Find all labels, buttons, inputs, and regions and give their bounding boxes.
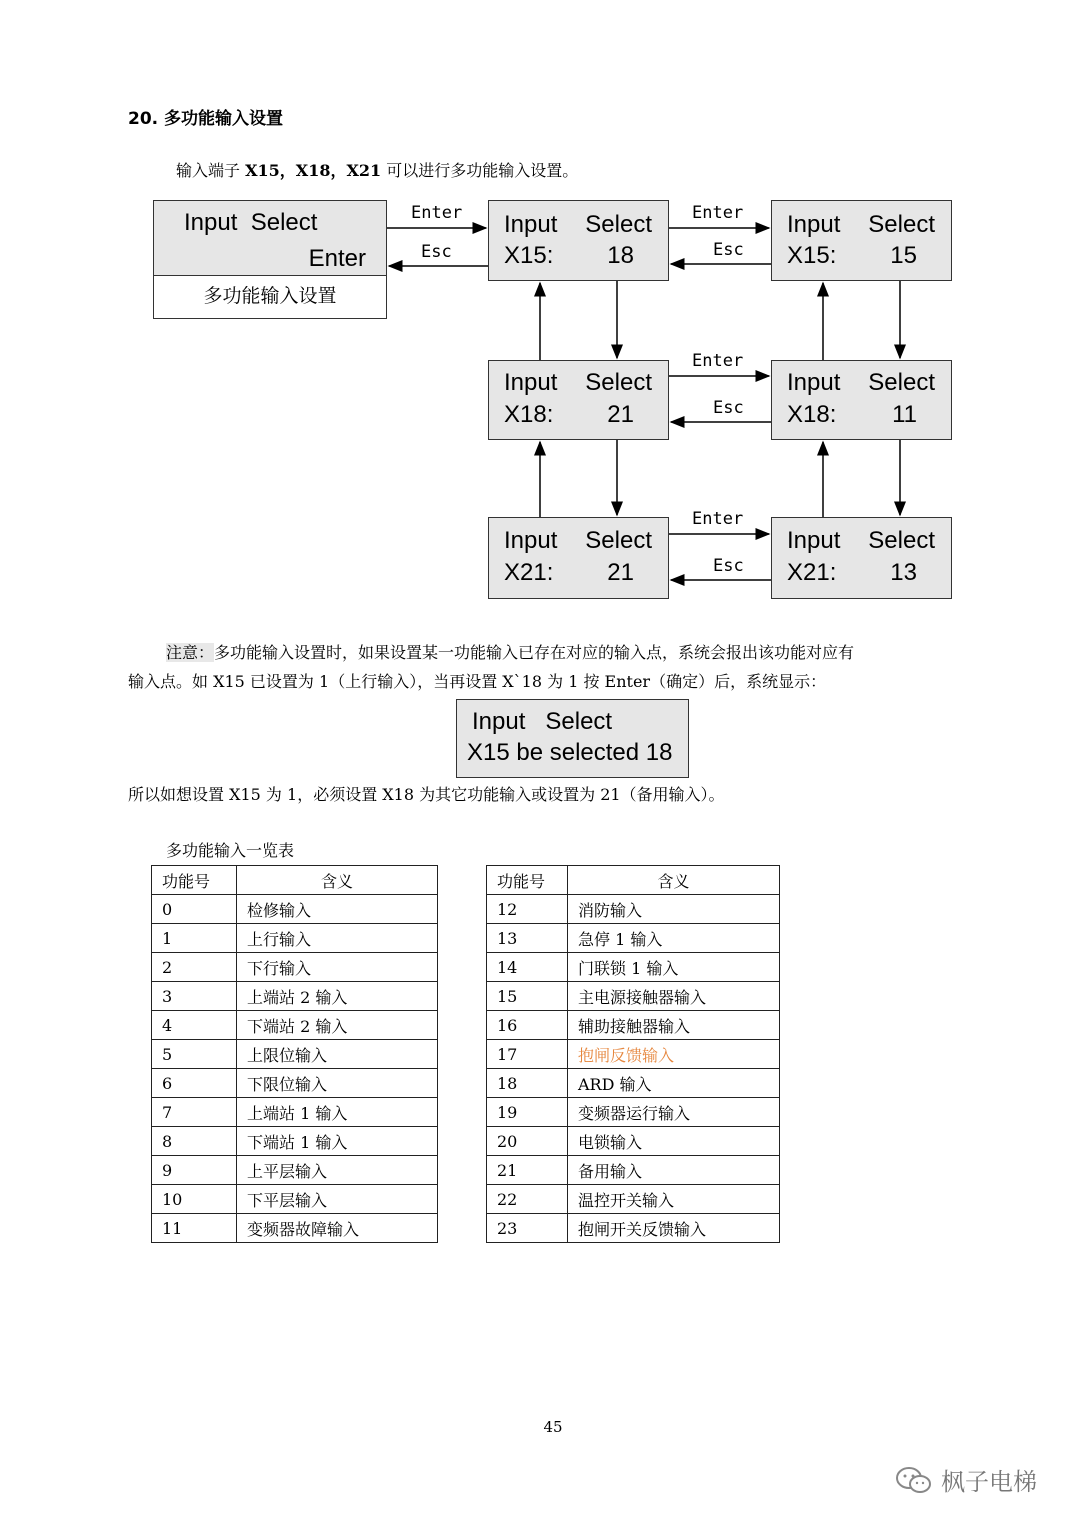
lcd-text: X15: — [787, 242, 837, 269]
function-number: 19 — [487, 1098, 568, 1127]
lcd-value: 18 — [607, 242, 634, 269]
lcd-value: 13 — [890, 559, 917, 586]
lcd-text: Select — [585, 527, 652, 554]
function-number: 16 — [487, 1011, 568, 1040]
table-row — [487, 924, 780, 953]
function-number: 20 — [487, 1127, 568, 1156]
table-title: 多功能输入一览表 — [166, 841, 295, 860]
function-number: 8 — [152, 1127, 237, 1156]
function-number: 7 — [152, 1098, 237, 1127]
function-number: 21 — [487, 1156, 568, 1185]
table-row — [152, 1156, 438, 1185]
table-row — [487, 1185, 780, 1214]
table-row — [487, 895, 780, 924]
function-meaning: 上端站 1 输入 — [237, 1098, 438, 1127]
function-meaning: ARD 输入 — [568, 1069, 780, 1098]
function-meaning: 急停 1 输入 — [568, 924, 780, 953]
function-meaning: 辅助接触器输入 — [568, 1011, 780, 1040]
watermark-text: 枫子电梯 — [941, 1468, 1037, 1496]
lcd-text: Select — [585, 369, 652, 396]
function-meaning: 门联锁 1 输入 — [568, 953, 780, 982]
section-heading: 20. 多功能输入设置 — [128, 109, 284, 129]
function-number: 23 — [487, 1214, 568, 1243]
table-row — [152, 1069, 438, 1098]
lcd-text: Input — [787, 369, 841, 396]
lcd-text: Input — [504, 527, 558, 554]
note-text1: 多功能输入设置时，如果设置某一功能输入已存在对应的输入点，系统会报出该功能对应有 — [214, 643, 855, 662]
function-number: 11 — [152, 1214, 237, 1243]
page-number: 45 — [543, 1418, 563, 1436]
function-number: 2 — [152, 953, 237, 982]
enter-label: Enter — [692, 203, 744, 223]
function-number: 18 — [487, 1069, 568, 1098]
enter-label: Enter — [692, 351, 744, 371]
wechat-icon — [895, 1465, 933, 1495]
function-meaning: 下端站 1 输入 — [237, 1127, 438, 1156]
function-number: 14 — [487, 953, 568, 982]
table-row — [152, 1011, 438, 1040]
function-meaning: 电锁输入 — [568, 1127, 780, 1156]
function-number: 3 — [152, 982, 237, 1011]
table-row — [487, 1011, 780, 1040]
lcd-text: Input — [504, 369, 558, 396]
lcd-text: Input — [787, 211, 841, 238]
function-meaning: 温控开关输入 — [568, 1185, 780, 1214]
error-lcd-line1: Input Select — [472, 708, 613, 735]
function-number: 5 — [152, 1040, 237, 1069]
intro-pre: 输入端子 — [176, 161, 246, 180]
function-number: 4 — [152, 1011, 237, 1040]
lcd-text: Select — [868, 211, 935, 238]
lcd-text: X21: — [504, 559, 554, 586]
function-number: 0 — [152, 895, 237, 924]
table-row — [487, 982, 780, 1011]
function-meaning: 主电源接触器输入 — [568, 982, 780, 1011]
intro-post: 可以进行多功能输入设置。 — [381, 161, 579, 180]
function-meaning: 上限位输入 — [237, 1040, 438, 1069]
function-meaning: 抱闸开关反馈输入 — [568, 1214, 780, 1243]
function-meaning: 抱闸反馈输入 — [568, 1040, 780, 1069]
function-meaning: 下端站 2 输入 — [237, 1011, 438, 1040]
flow-arrows — [0, 0, 1080, 620]
note-line1 — [166, 642, 1026, 664]
menu-caption-box: 多功能输入设置 — [153, 275, 387, 319]
function-number: 12 — [487, 895, 568, 924]
lcd-text: X18: — [504, 401, 554, 428]
table-row — [487, 1156, 780, 1185]
enter-label: Enter — [692, 509, 744, 529]
note-line2: 输入点。如 X15 已设置为 1（上行输入），当再设置 X`18 为 1 按 Enter（确定）后，系统显示： — [128, 672, 827, 691]
function-number: 15 — [487, 982, 568, 1011]
function-number: 13 — [487, 924, 568, 953]
table-row — [487, 1098, 780, 1127]
menu-lcd-line2: Enter — [308, 245, 366, 272]
error-lcd — [456, 699, 689, 778]
note-label: 注意： — [166, 643, 215, 662]
table-row — [152, 953, 438, 982]
table-row — [487, 953, 780, 982]
table-row — [152, 924, 438, 953]
function-number: 22 — [487, 1185, 568, 1214]
error-lcd-line2: X15 be selected 18 — [467, 739, 673, 766]
table-row — [487, 1040, 780, 1069]
table-row — [152, 1185, 438, 1214]
lcd-text: Select — [868, 527, 935, 554]
function-meaning: 下行输入 — [237, 953, 438, 982]
function-meaning: 上端站 2 输入 — [237, 982, 438, 1011]
lcd-text: Select — [585, 211, 652, 238]
table-row — [487, 1127, 780, 1156]
esc-label: Esc — [713, 240, 744, 260]
table-row — [152, 1040, 438, 1069]
function-number: 17 — [487, 1040, 568, 1069]
function-meaning: 备用输入 — [568, 1156, 780, 1185]
after-note-paragraph: 所以如想设置 X15 为 1，必须设置 X18 为其它功能输入或设置为 21（备用输入）。 — [128, 785, 725, 804]
function-number: 1 — [152, 924, 237, 953]
function-meaning: 下限位输入 — [237, 1069, 438, 1098]
lcd-value: 21 — [607, 559, 634, 586]
watermark — [895, 1462, 1037, 1497]
lcd-value: 11 — [892, 401, 917, 428]
menu-lcd-line1: Input Select — [184, 209, 318, 236]
table-row — [487, 1069, 780, 1098]
function-meaning: 检修输入 — [237, 895, 438, 924]
function-meaning: 上行输入 — [237, 924, 438, 953]
table-row — [152, 895, 438, 924]
lcd-text: X21: — [787, 559, 837, 586]
intro-terminals: X15，X18，X21 — [245, 161, 382, 180]
lcd-value: 15 — [890, 242, 917, 269]
lcd-text: X18: — [787, 401, 837, 428]
lcd-text: Input — [787, 527, 841, 554]
lcd-text: Select — [868, 369, 935, 396]
function-number: 10 — [152, 1185, 237, 1214]
function-number: 9 — [152, 1156, 237, 1185]
function-meaning: 消防输入 — [568, 895, 780, 924]
table-row — [152, 1098, 438, 1127]
lcd-value: 21 — [607, 401, 634, 428]
header-meaning: 含义 — [237, 866, 438, 895]
header-num: 功能号 — [152, 866, 237, 895]
table-row — [152, 1214, 438, 1243]
table-row — [152, 1127, 438, 1156]
function-meaning: 下平层输入 — [237, 1185, 438, 1214]
esc-label: Esc — [713, 556, 744, 576]
table-row — [152, 982, 438, 1011]
function-meaning: 变频器运行输入 — [568, 1098, 780, 1127]
function-table-right — [486, 865, 780, 1243]
function-meaning: 上平层输入 — [237, 1156, 438, 1185]
header-meaning: 含义 — [568, 866, 780, 895]
esc-label: Esc — [421, 242, 452, 262]
enter-label: Enter — [411, 203, 463, 223]
function-table-left — [151, 865, 438, 1243]
function-meaning: 变频器故障输入 — [237, 1214, 438, 1243]
esc-label: Esc — [713, 398, 744, 418]
function-number: 6 — [152, 1069, 237, 1098]
lcd-text: Input — [504, 211, 558, 238]
table-row — [487, 1214, 780, 1243]
header-num: 功能号 — [487, 866, 568, 895]
lcd-text: X15: — [504, 242, 554, 269]
